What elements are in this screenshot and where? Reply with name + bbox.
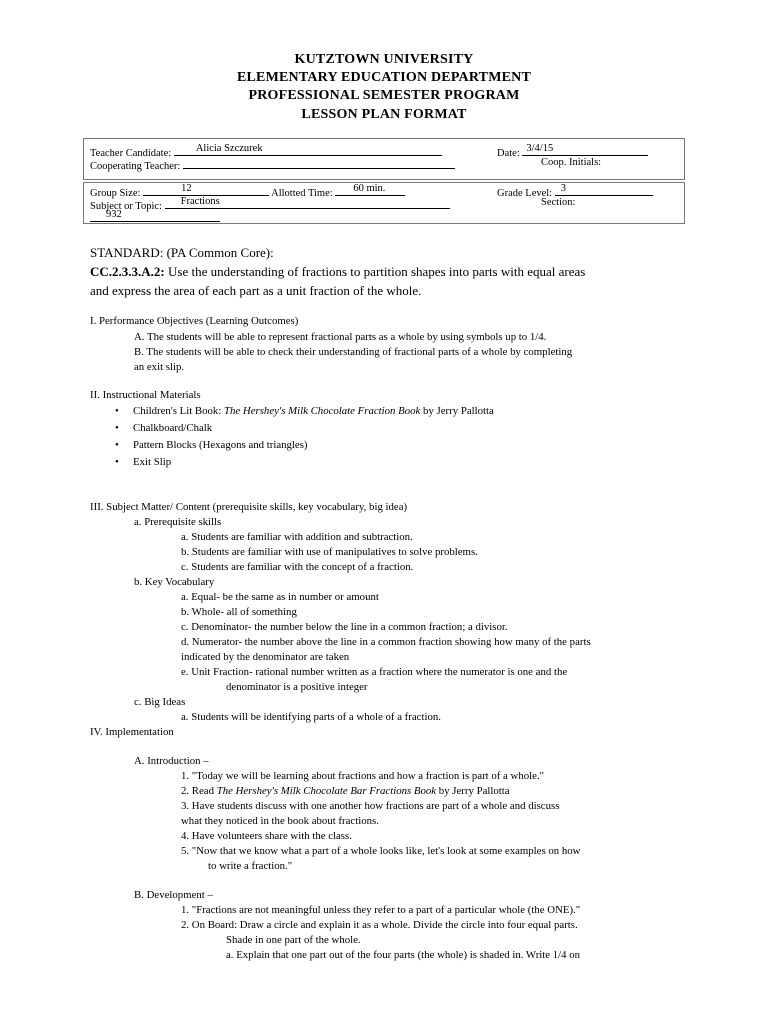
big-idea-item: a. Students will be identifying parts of a whole of a fraction. bbox=[181, 711, 441, 723]
coop-label: Cooperating Teacher: bbox=[90, 161, 181, 172]
standard-heading: STANDARD: (PA Common Core): bbox=[90, 245, 274, 260]
intro-step: 1. "Today we will be learning about fractions and how a fraction is part of a whole." bbox=[181, 770, 545, 782]
intro-step-cont: to write a fraction." bbox=[208, 860, 293, 872]
intro-step: 4. Have volunteers share with the class. bbox=[181, 830, 352, 842]
section-field bbox=[90, 210, 220, 222]
program-title: PROFESSIONAL SEMESTER PROGRAM bbox=[248, 88, 520, 103]
prereq-item: a. Students are familiar with addition and subtraction. bbox=[181, 531, 413, 543]
subject-label: Subject or Topic: bbox=[90, 201, 162, 212]
intro-step-cont: what they noticed in the book about fractions. bbox=[181, 815, 379, 827]
objective-b: B. The students will be able to check their understanding of fractional parts of a whole by completing bbox=[134, 346, 573, 358]
vocab-heading: b. Key Vocabulary bbox=[134, 576, 215, 588]
development-step-cont: Shade in one part of the whole. bbox=[226, 934, 361, 946]
university-title: KUTZTOWN UNIVERSITY bbox=[294, 52, 474, 67]
grade-field bbox=[555, 184, 653, 196]
material-item: • Exit Slip bbox=[115, 456, 172, 468]
bullet-icon: • bbox=[115, 422, 119, 434]
content-heading: III. Subject Matter/ Content (prerequisite skills, key vocabulary, big idea) bbox=[90, 501, 408, 513]
date-label: Date: bbox=[497, 148, 520, 159]
development-heading: B. Development – bbox=[134, 889, 213, 901]
development-substep: a. Explain that one part out of the four parts (the whole) is shaded in. Write 1/4 on bbox=[226, 949, 581, 961]
introduction-heading: A. Introduction – bbox=[134, 755, 209, 767]
objective-a: A. The students will be able to represent fractional parts as a whole by using symbols up to 1/4. bbox=[134, 331, 547, 343]
objective-b-cont: an exit slip. bbox=[134, 361, 185, 373]
implementation-heading: IV. Implementation bbox=[90, 726, 174, 738]
standard-text1: Use the understanding of fractions to partition shapes into parts with equal areas bbox=[164, 264, 586, 279]
standard-text2: and express the area of each part as a unit fraction of the whole. bbox=[90, 283, 422, 298]
group-label: Group Size: bbox=[90, 188, 141, 199]
vocab-item: d. Numerator- the number above the line in a common fraction showing how many of the parts bbox=[181, 636, 591, 648]
standard-line1 bbox=[90, 264, 585, 280]
development-step: 2. On Board: Draw a circle and explain it as a whole. Divide the circle into four equal parts. bbox=[181, 919, 578, 931]
bullet-icon: • bbox=[115, 439, 119, 451]
vocab-item-cont: denominator is a positive integer bbox=[226, 681, 368, 693]
prereq-item: b. Students are familiar with use of manipulatives to solve problems. bbox=[181, 546, 478, 558]
date-field bbox=[522, 144, 648, 156]
grade-value: 3 bbox=[560, 183, 566, 194]
vocab-item: e. Unit Fraction- rational number written as a fraction where the numerator is one and the bbox=[181, 666, 568, 678]
vocab-item: c. Denominator- the number below the line in a common fraction; a divisor. bbox=[181, 621, 508, 633]
material-item: • Chalkboard/Chalk bbox=[115, 422, 213, 434]
objectives-heading: I. Performance Objectives (Learning Outcomes) bbox=[90, 315, 299, 327]
subject-value: Fractions bbox=[180, 196, 220, 207]
group-field bbox=[143, 184, 269, 196]
coop-field bbox=[183, 157, 455, 169]
big-ideas-heading: c. Big Ideas bbox=[134, 696, 186, 708]
section-row bbox=[90, 210, 220, 225]
material-item: • Children's Lit Book: The Hershey's Milk Chocolate Fraction Book by Jerry Pallotta bbox=[115, 405, 494, 417]
subject-field bbox=[165, 197, 450, 209]
date-value: 3/4/15 bbox=[526, 143, 554, 154]
book-title: The Hershey's Milk Chocolate Bar Fractions Book bbox=[216, 785, 437, 797]
section-label: Section: bbox=[541, 197, 576, 208]
time-value: 60 min. bbox=[353, 183, 386, 194]
prereq-heading: a. Prerequisite skills bbox=[134, 516, 222, 528]
development-step: 1. "Fractions are not meaningful unless they refer to a part of a particular whole (the ONE)." bbox=[181, 904, 581, 916]
vocab-item-cont: indicated by the denominator are taken bbox=[181, 651, 350, 663]
group-value: 12 bbox=[181, 183, 192, 194]
vocab-item: a. Equal- be the same as in number or amount bbox=[181, 591, 379, 603]
intro-step: 3. Have students discuss with one another how fractions are part of a whole and discuss bbox=[181, 800, 560, 812]
prereq-item: c. Students are familiar with the concept of a fraction. bbox=[181, 561, 414, 573]
section-value: 932 bbox=[106, 209, 122, 220]
bullet-icon: • bbox=[115, 456, 119, 468]
coop-initials-label: Coop. Initials: bbox=[541, 157, 602, 168]
materials-heading: II. Instructional Materials bbox=[90, 389, 201, 401]
intro-step: 2. Read The Hershey's Milk Chocolate Bar Fractions Book by Jerry Pallotta bbox=[181, 785, 510, 797]
format-title: LESSON PLAN FORMAT bbox=[301, 107, 467, 122]
intro-step: 5. "Now that we know what a part of a whole looks like, let's look at some examples on how bbox=[181, 845, 581, 857]
coop-row bbox=[90, 157, 455, 172]
standard-code: CC.2.3.3.A.2: bbox=[90, 264, 165, 279]
book-title: The Hershey's Milk Chocolate Fraction Book bbox=[224, 405, 421, 417]
department-title: ELEMENTARY EDUCATION DEPARTMENT bbox=[236, 70, 532, 85]
vocab-item: b. Whole- all of something bbox=[181, 606, 297, 618]
time-field bbox=[335, 184, 405, 196]
time-label: Allotted Time: bbox=[271, 188, 333, 199]
grade-label: Grade Level: bbox=[497, 188, 553, 199]
teacher-label: Teacher Candidate: bbox=[90, 148, 172, 159]
teacher-field bbox=[174, 144, 442, 156]
material-item: • Pattern Blocks (Hexagons and triangles) bbox=[115, 439, 308, 451]
bullet-icon: • bbox=[115, 405, 119, 417]
teacher-value: Alicia Szczurek bbox=[195, 143, 263, 154]
